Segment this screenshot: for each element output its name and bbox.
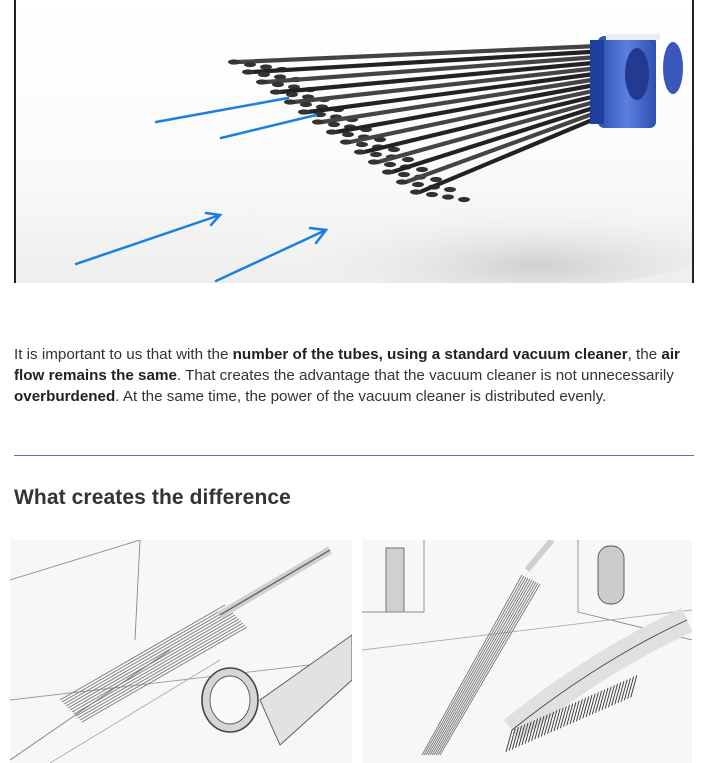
tube-tip bbox=[228, 59, 240, 64]
tube-tip bbox=[368, 159, 380, 164]
section-title: What creates the difference bbox=[14, 486, 291, 509]
tube-tip bbox=[426, 192, 438, 197]
tube-tip bbox=[410, 189, 422, 194]
tube-tip bbox=[284, 99, 296, 104]
bold-airflow-phrase: air flow remains the same bbox=[14, 346, 680, 384]
tube-tip bbox=[244, 62, 256, 67]
section-divider bbox=[14, 455, 694, 456]
tube-tip bbox=[312, 119, 324, 124]
tube-tip bbox=[300, 102, 312, 107]
tube-tip bbox=[256, 79, 268, 84]
tube-tip bbox=[444, 187, 456, 192]
tube-tip bbox=[416, 167, 428, 172]
tube-tip bbox=[258, 72, 270, 77]
tube-tip bbox=[286, 92, 298, 97]
tube-tip bbox=[442, 194, 454, 199]
tube-tip bbox=[356, 142, 368, 147]
intro-paragraph: It is important to us that with the number of the tubes, using a standard vacuum cleaner, the air flow remains the same. That creates the advantage that the vacuum cleaner is not unnecessarily overburdened. At the same time, the power of the vacuum cleaner is distributed evenly. bbox=[14, 346, 680, 405]
tube-tip bbox=[298, 109, 310, 114]
tube-tip bbox=[270, 89, 282, 94]
tube-tip bbox=[354, 149, 366, 154]
tube-tip bbox=[398, 172, 410, 177]
tube-tip bbox=[326, 129, 338, 134]
sketch-image-brush-and-bristles bbox=[362, 540, 692, 763]
tube-tip bbox=[412, 182, 424, 187]
vacuum-head bbox=[590, 34, 683, 128]
tube-tip bbox=[396, 179, 408, 184]
hero-image-tubes bbox=[14, 0, 694, 283]
sketch-image-brush-and-pipe bbox=[10, 540, 352, 763]
tube-tip bbox=[328, 122, 340, 127]
tube-tip bbox=[242, 69, 254, 74]
tube-tip bbox=[384, 162, 396, 167]
tube-tip bbox=[272, 82, 284, 87]
tube-tip bbox=[340, 139, 352, 144]
tube-tip bbox=[458, 197, 470, 202]
bold-overburdened: overburdened bbox=[14, 388, 116, 405]
tube-tip bbox=[342, 132, 354, 137]
tube-tip bbox=[402, 157, 414, 162]
tube-tip bbox=[370, 152, 382, 157]
tube-tip bbox=[382, 169, 394, 174]
bold-tubes-phrase: number of the tubes, using a standard vacuum cleaner bbox=[232, 346, 628, 363]
